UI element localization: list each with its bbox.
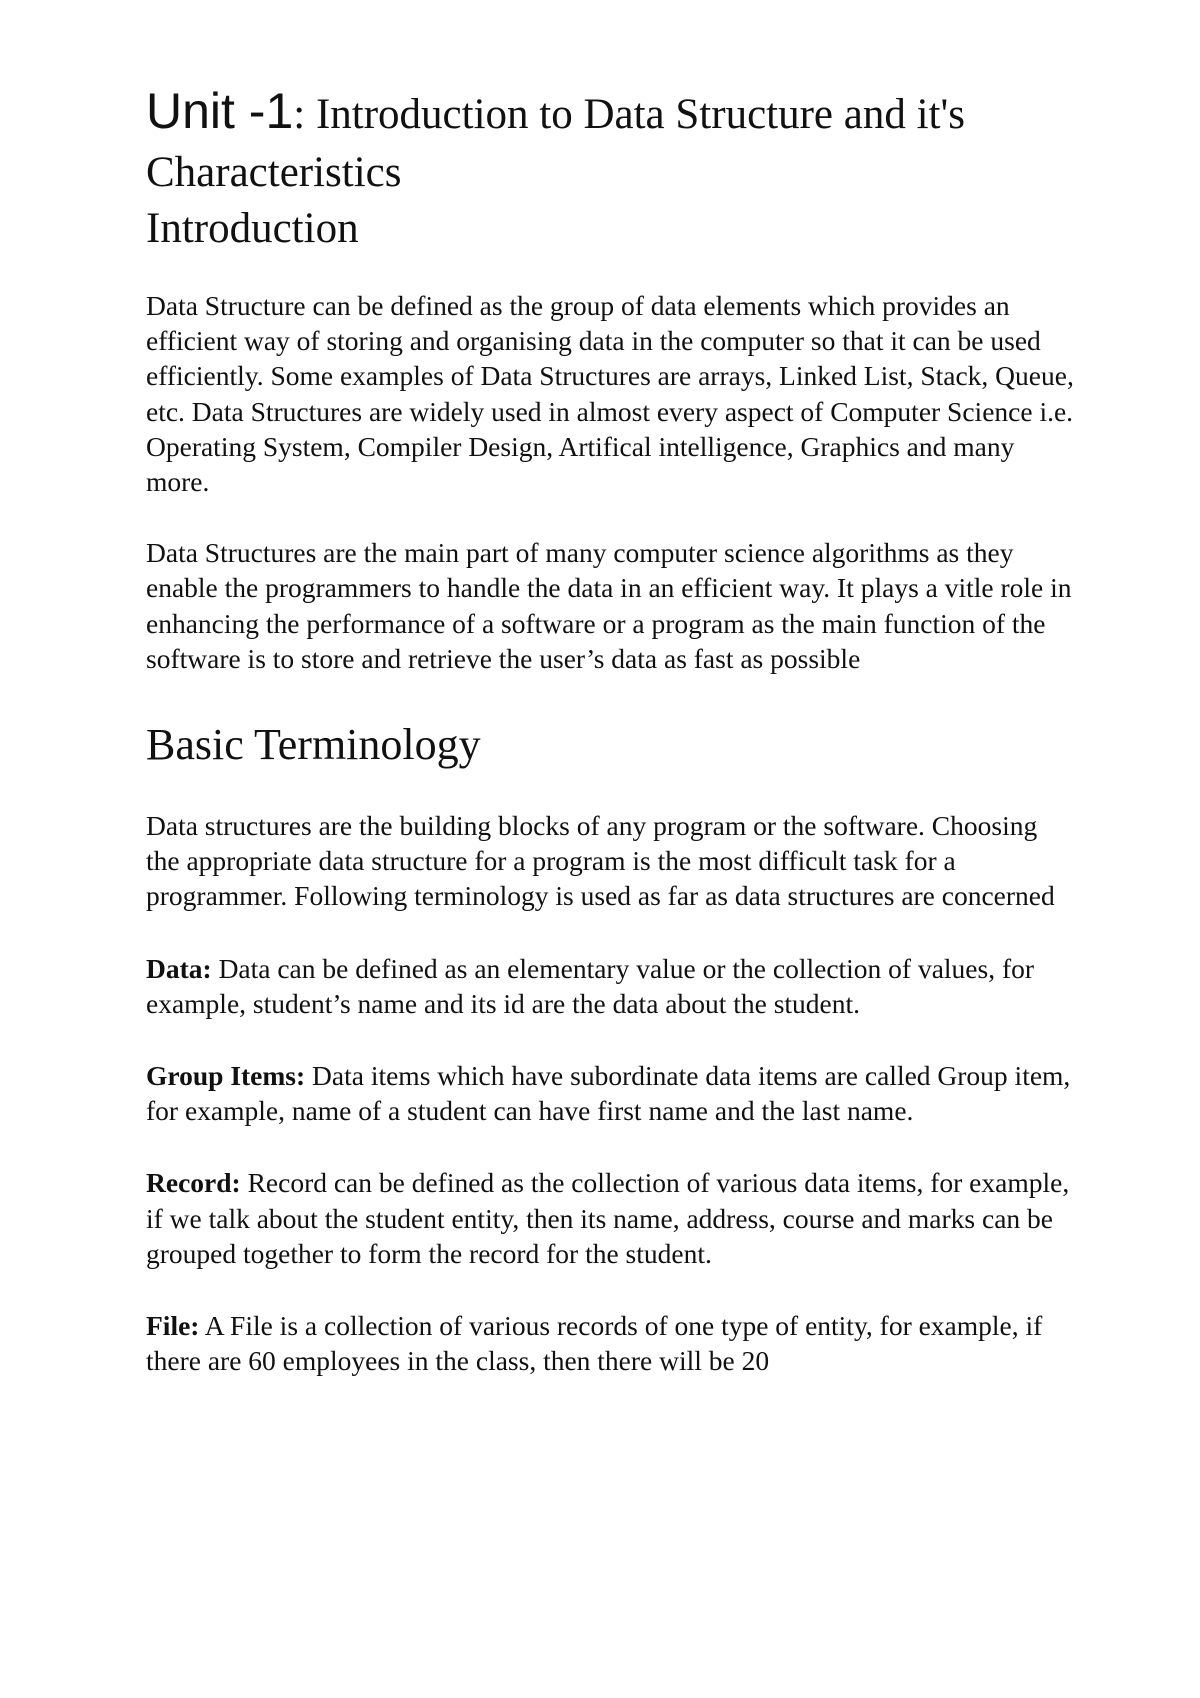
basic-terminology-heading: Basic Terminology [146,720,481,770]
document-page [146,82,1076,1378]
introduction-heading: Introduction [146,205,359,252]
intro-paragraph: Data Structure can be defined as the group of data elements which provides an efficient way of storing and organising data in the computer so that it can be used efficiently. Some examples of Data Structures are arrays, Linked List, Stack, Queue, etc. Data Structures are widely used in almost every aspect of Computer Science i.e. Operating System, Compiler Design, Artifical intelligence, Graphics and many more. [146,290,1074,498]
term-definition: Data can be defined as an elementary value or the collection of values, for example, student’s name and its id are the data about the student. [146,952,1035,1019]
term-label: Data: [146,952,212,984]
term-paragraph-record [146,1165,1076,1271]
term-definition: Record can be defined as the collection of various data items, for example, if we talk about the student entity, then its name, address, course and marks can be grouped together to form the record for the student. [146,1167,1070,1269]
terminology-intro-paragraph: Data structures are the building blocks of any program or the software. Choosing the appropriate data structure for a program is the most difficult task for a programmer. Following terminology is used as far as data structures are concerned [146,810,1055,912]
intro-paragraph: Data Structures are the main part of many computer science algorithms as they enable the programmers to handle the data in an efficient way. It plays a vitle role in enhancing the performance of a software or a program as the main function of the software is to store and retrieve the user’s data as fast as possible [146,537,1072,674]
term-definition: Data items which have subordinate data items are called Group item, for example, name of a student can have first name and the last name. [146,1060,1071,1127]
title-unit: Unit -1 [146,83,294,139]
term-label: Group Items: [146,1060,306,1092]
title-text: : Introduction to Data Structure and it's Characteristics [146,91,965,196]
term-paragraph-file [146,1308,1076,1378]
term-label: Record: [146,1167,241,1199]
term-label: File: [146,1310,200,1342]
term-definition: A File is a collection of various records of one type of entity, for example, if there are 60 employees in the class, then there will be 20 [146,1310,1043,1377]
term-paragraph-data [146,951,1076,1021]
document-title [146,82,1076,202]
term-paragraph-group-items [146,1058,1076,1128]
